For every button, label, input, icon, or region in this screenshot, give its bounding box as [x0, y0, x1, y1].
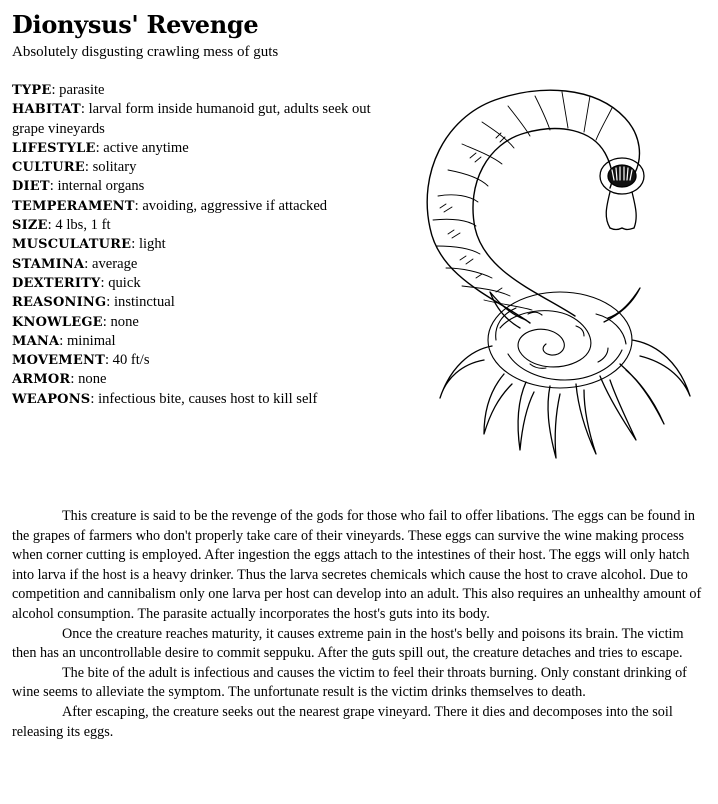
stat-block: [12, 81, 394, 409]
stat-mana: MANA: minimal: [12, 332, 116, 349]
stat-habitat: HABITAT: larval form inside humanoid gut, adults seek out grape vineyards: [12, 101, 371, 137]
description-paragraph: Once the creature reaches maturity, it causes extreme pain in the host's belly and poisons its brain. The victim then has an uncontrollable desire to commit seppuku. After the guts spill out, the creature detaches and tries to escape.: [12, 625, 684, 662]
creature-tagline: Absolutely disgusting crawling mess of guts: [12, 44, 279, 60]
stat-lifestyle: LIFESTYLE: active anytime: [12, 139, 189, 156]
stat-musculature: MUSCULATURE: light: [12, 236, 166, 253]
stat-culture: CULTURE: solitary: [12, 159, 137, 176]
description-paragraph: After escaping, the creature seeks out the nearest grape vineyard. There it dies and decomposes into the soil releasing its eggs.: [12, 703, 673, 740]
stat-diet: DIET: internal organs: [12, 178, 145, 195]
stat-armor: ARMOR: none: [12, 371, 107, 388]
stat-knowledge: KNOWLEGE: none: [12, 313, 139, 330]
stat-stamina: STAMINA: average: [12, 255, 138, 272]
stat-temperament: TEMPERAMENT: avoiding, aggressive if attacked: [12, 197, 328, 214]
worm-segments: [433, 92, 612, 310]
stat-movement: MOVEMENT: 40 ft/s: [12, 352, 150, 369]
creature-illustration: [400, 78, 718, 468]
stat-reasoning: REASONING: instinctual: [12, 294, 175, 311]
stat-size: SIZE: 4 lbs, 1 ft: [12, 217, 111, 234]
description-paragraph: This creature is said to be the revenge of the gods for those who fail to offer libations. The eggs can be found in the grapes of farmers who don't properly take care of their vineyards. These eggs can survive the wine making process when corner cutting is employed. After ingestion the eggs attach to the intestines of their host. The eggs will only hatch into larva if the host is a heavy drinker. Thus the larva secretes chemicals which cause the host to crave alcohol. Due to competition and cannibalism only one larva per host can develop into an adult. This also requires an unhealthy amount of alcohol consumption. The parasite actually incorporates the host's guts into its body.: [12, 508, 702, 622]
stat-type: TYPE: parasite: [12, 82, 105, 98]
description: [12, 507, 706, 742]
creature-title: Dionysus' Revenge: [12, 10, 259, 39]
worm-body: [427, 90, 639, 323]
description-paragraph: The bite of the adult is infectious and causes the victim to feel their throats burning. Only constant drinking of wine seems to alleviate the symptom. The unfortunate result is the victim drinks themselves to death.: [12, 664, 687, 701]
stat-dexterity: DEXTERITY: quick: [12, 274, 141, 291]
stat-weapons: WEAPONS: infectious bite, causes host to kill self: [12, 390, 318, 407]
